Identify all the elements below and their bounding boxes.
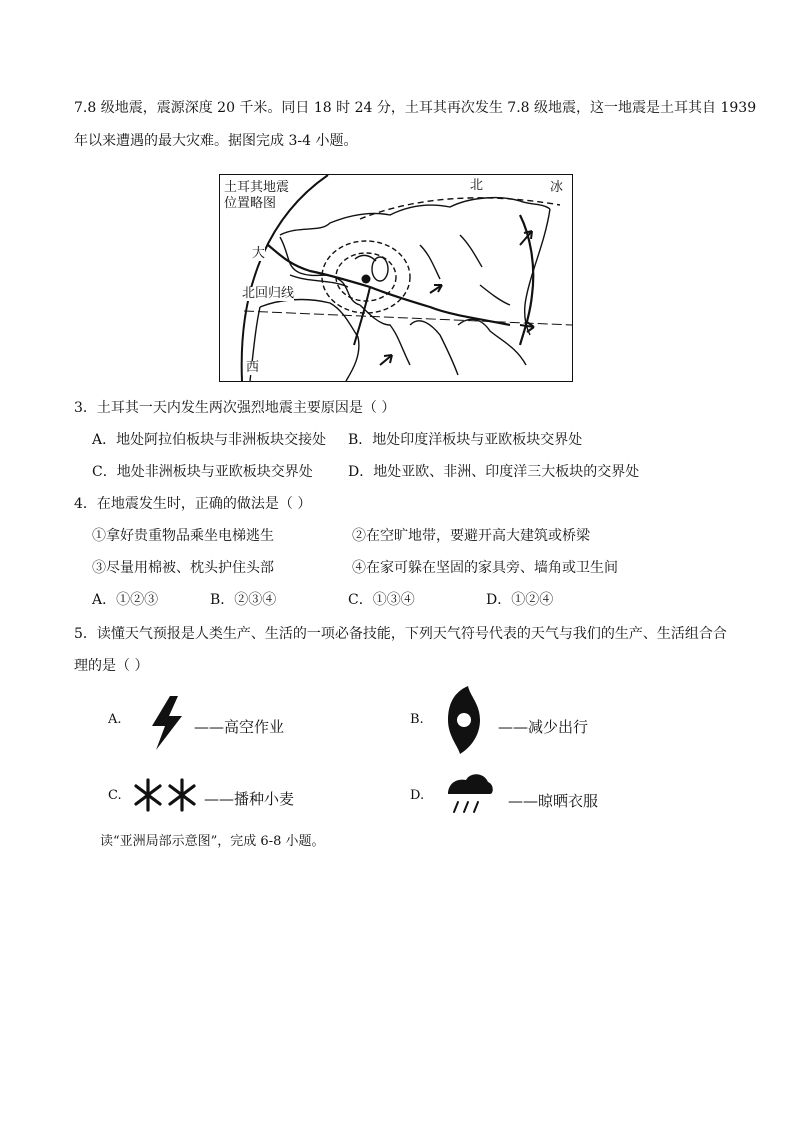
q5-option-a-letter[interactable]: A.: [108, 712, 122, 727]
q5-stem-line-1: 5．读懂天气预报是人类生产、生活的一项必备技能，下列天气符号代表的天气与我们的生产、生活组合合: [74, 626, 727, 642]
intro-line-2: 年以来遭遇的最大灾难。据图完成 3-4 小题。: [74, 133, 358, 149]
q5-option-d-letter[interactable]: D.: [410, 788, 425, 803]
epicenter-dot: [362, 275, 371, 284]
q3-option-a[interactable]: A．地处阿拉伯板块与非洲板块交接处: [92, 432, 327, 448]
map-label-da: 大: [252, 246, 266, 261]
q4-option-c[interactable]: C．①③④: [348, 592, 415, 608]
q3-stem: 3．土耳其一天内发生两次强烈地震主要原因是（ ）: [74, 400, 396, 416]
q5-option-c-text[interactable]: ——播种小麦: [204, 790, 295, 808]
turkey-earthquake-location-map: [219, 174, 573, 382]
q4-statement-2: ②在空旷地带，要避开高大建筑或桥梁: [352, 528, 590, 544]
q4-statement-3: ③尽量用棉被、枕头护住头部: [92, 560, 274, 576]
rain-icon: [444, 770, 496, 822]
q4-option-a[interactable]: A．①②③: [92, 592, 159, 608]
lightning-icon: [148, 694, 188, 752]
snow-icon: [130, 776, 202, 814]
q3-option-c[interactable]: C．地处非洲板块与亚欧板块交界处: [92, 464, 313, 480]
q4-statement-1: ①拿好贵重物品乘坐电梯逃生: [92, 528, 274, 544]
typhoon-icon: [440, 684, 488, 756]
q4-stem: 4．在地震发生时，正确的做法是（ ）: [74, 496, 312, 512]
map-label-north: 北: [470, 178, 484, 193]
map-label-west: 西: [246, 360, 260, 375]
q5-option-a-text[interactable]: ——高空作业: [194, 718, 285, 736]
map-label-tropic: 北回归线: [242, 286, 295, 301]
q4-statement-4: ④在家可躲在坚固的家具旁、墙角或卫生间: [352, 560, 618, 576]
q4-option-b[interactable]: B．②③④: [210, 592, 277, 608]
q5-option-d-text[interactable]: ——晾晒衣服: [508, 792, 599, 810]
map-title-line-1: 土耳其地震: [224, 180, 290, 195]
q3-option-d[interactable]: D．地处亚欧、非洲、印度洋三大板块的交界处: [348, 464, 640, 480]
q5-option-b-text[interactable]: ——减少出行: [498, 718, 589, 736]
q5-option-c-letter[interactable]: C.: [108, 788, 122, 803]
map-title-line-2: 位置略图: [224, 196, 277, 211]
q5-stem-line-2: 理的是（ ）: [74, 658, 149, 674]
map-label-ice: 冰: [550, 180, 564, 195]
q4-option-d[interactable]: D．①②④: [486, 592, 554, 608]
q5-option-b-letter[interactable]: B.: [410, 712, 424, 727]
next-section-lead: 读“亚洲局部示意图”，完成 6-8 小题。: [100, 834, 325, 849]
intro-line-1: 7.8 级地震，震源深度 20 千米。同日 18 时 24 分，土耳其再次发生 7.8 级地震，这一地震是土耳其自 1939: [74, 100, 757, 116]
q3-option-b[interactable]: B．地处印度洋板块与亚欧板块交界处: [348, 432, 583, 448]
